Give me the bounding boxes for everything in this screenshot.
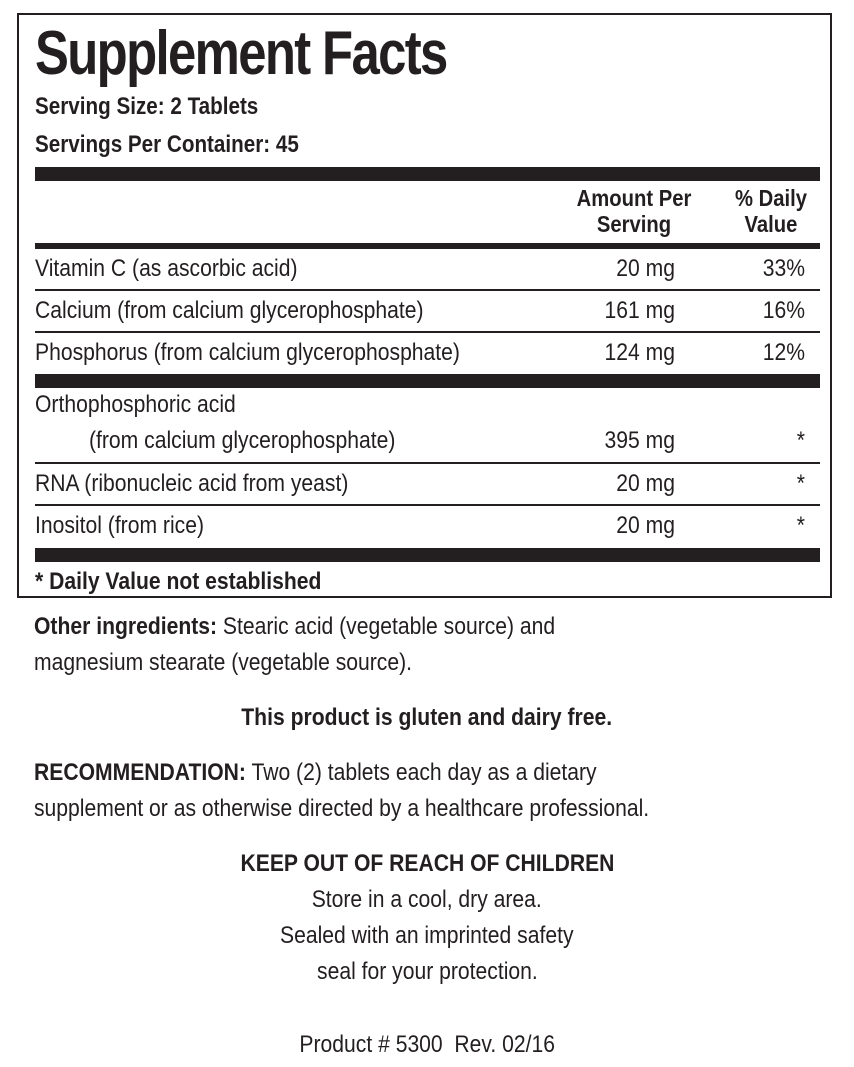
row-divider bbox=[35, 462, 820, 464]
recommendation-text-line2: supplement or as otherwise directed by a healthcare professional. bbox=[34, 795, 650, 822]
nutrient-amount: 20 mg bbox=[616, 470, 675, 497]
nutrient-name: Inositol (from rice) bbox=[35, 512, 205, 539]
nutrient-amount: 395 mg bbox=[604, 427, 675, 454]
row-divider bbox=[35, 289, 820, 291]
nutrient-name-continued: (from calcium glycerophosphate) bbox=[89, 427, 396, 454]
row-divider bbox=[35, 331, 820, 333]
nutrient-amount: 20 mg bbox=[616, 255, 675, 282]
serving-size: Serving Size: 2 Tablets bbox=[35, 93, 259, 120]
nutrient-daily-value: 33% bbox=[762, 255, 805, 282]
other-ingredients-text-line2: magnesium stearate (vegetable source). bbox=[34, 649, 413, 676]
nutrient-daily-value: * bbox=[796, 470, 805, 497]
column-header-amount-line2: Serving bbox=[596, 211, 672, 237]
nutrient-name: Phosphorus (from calcium glycerophosphate) bbox=[35, 339, 460, 366]
servings-per-container: Servings Per Container: 45 bbox=[35, 131, 299, 158]
nutrient-daily-value: 12% bbox=[762, 339, 805, 366]
other-ingredients-label: Other ingredients: bbox=[34, 613, 218, 640]
nutrient-name: Vitamin C (as ascorbic acid) bbox=[35, 255, 298, 282]
nutrient-daily-value: * bbox=[796, 512, 805, 539]
thick-divider bbox=[35, 167, 820, 181]
recommendation-label: RECOMMENDATION: bbox=[34, 759, 246, 786]
storage-instruction: Store in a cool, dry area. bbox=[311, 886, 543, 913]
seal-statement-line1: Sealed with an imprinted safety bbox=[280, 922, 574, 949]
thick-divider bbox=[35, 548, 820, 562]
product-info bbox=[0, 1027, 854, 1063]
panel-title: Supplement Facts bbox=[35, 19, 447, 88]
nutrient-name: Orthophosphoric acid bbox=[35, 391, 236, 418]
product-number-revision: Product # 5300 Rev. 02/16 bbox=[299, 1031, 555, 1058]
seal-statement-line2: seal for your protection. bbox=[316, 958, 538, 985]
row-divider bbox=[35, 504, 820, 506]
column-header-dv-line1: % Daily bbox=[734, 185, 807, 211]
nutrient-amount: 124 mg bbox=[604, 339, 675, 366]
recommendation-text: Two (2) tablets each day as a dietary bbox=[245, 759, 597, 786]
column-header-dv-line2: Value bbox=[744, 211, 798, 237]
nutrient-daily-value: * bbox=[796, 427, 805, 454]
nutrient-name: Calcium (from calcium glycerophosphate) bbox=[35, 297, 424, 324]
daily-value-footnote: * Daily Value not established bbox=[35, 568, 322, 595]
column-header-amount bbox=[568, 185, 700, 237]
nutrient-daily-value: 16% bbox=[762, 297, 805, 324]
other-ingredients bbox=[34, 609, 555, 681]
nutrient-amount: 20 mg bbox=[616, 512, 675, 539]
gluten-dairy-free-text: This product is gluten and dairy free. bbox=[241, 704, 613, 731]
warning-block bbox=[0, 846, 854, 990]
nutrient-name: RNA (ribonucleic acid from yeast) bbox=[35, 470, 349, 497]
recommendation bbox=[34, 755, 649, 827]
column-header-daily-value bbox=[725, 185, 817, 237]
column-header-amount-line1: Amount Per bbox=[576, 185, 692, 211]
warning-heading: KEEP OUT OF REACH OF CHILDREN bbox=[240, 850, 614, 877]
nutrient-amount: 161 mg bbox=[604, 297, 675, 324]
supplement-facts-panel bbox=[17, 13, 832, 598]
gluten-dairy-free-statement bbox=[0, 700, 854, 736]
other-ingredients-text: Stearic acid (vegetable source) and bbox=[217, 613, 556, 640]
medium-divider bbox=[35, 243, 820, 249]
thick-divider bbox=[35, 374, 820, 388]
